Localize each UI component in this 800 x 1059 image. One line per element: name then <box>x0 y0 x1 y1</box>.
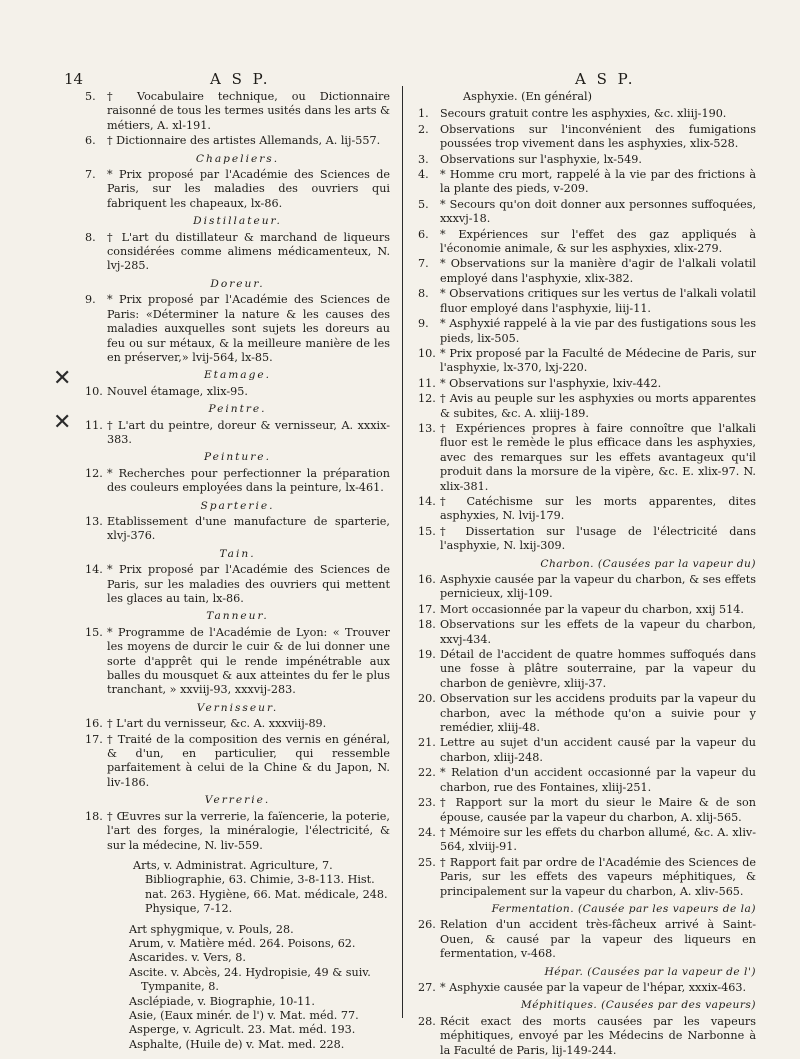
section-heading: Peintre. <box>208 403 267 416</box>
entry-number: 17. <box>418 602 436 616</box>
entry-number: 5. <box>418 197 429 211</box>
index-entry <box>418 573 756 602</box>
index-entry <box>418 287 756 316</box>
section-title: Asphyxie. (En général) <box>463 90 592 103</box>
index-entry <box>418 603 756 617</box>
subsection-heading: Hépar. (Causées par la vapeur de l') <box>544 965 756 978</box>
entry-number: 21. <box>418 736 436 750</box>
entry-text: Nouvel étamage, xlix-95. <box>107 384 248 398</box>
cross-reference: Arum, v. Matière méd. 264. Poisons, 62. <box>129 936 356 950</box>
index-entry <box>418 1015 756 1058</box>
entry-number: 7. <box>418 257 429 271</box>
entry-text: * Asphyxié rappelé à la vie par des fustigations sous les pieds, lix-505. <box>440 317 756 345</box>
index-entry <box>85 467 390 496</box>
entry-number: 12. <box>418 392 436 406</box>
entry-number: 6. <box>418 227 429 241</box>
index-entry <box>418 198 756 227</box>
entry-number: 2. <box>418 122 429 136</box>
section-heading: Sparterie. <box>200 499 275 512</box>
entry-text: * Observations critiques sur les vertus de l'alkali volatil fluor employé dans l'asphyxie, liij-11. <box>440 287 756 315</box>
index-entry <box>418 618 756 647</box>
entry-text: † Mémoire sur les effets du charbon allumé, &c. A. xliv-564, xlviij-91. <box>440 825 756 854</box>
entry-text: Récit exact des morts causées par les vapeurs méphitiques, envoyé par les Médecins de Narbonne à la Faculté de Paris, lij-149-244. <box>440 1014 756 1057</box>
cross-reference: Asclépiade, v. Biographie, 10-11. <box>129 994 315 1008</box>
index-entry <box>85 385 390 399</box>
index-entry <box>418 228 756 257</box>
entry-text: Relation d'un accident très-fâcheux arrivé à Saint-Ouen, & causé par la vapeur des liqueurs en fermentation, v-468. <box>440 918 756 961</box>
entry-number: 15. <box>418 524 436 538</box>
entry-number: 6. <box>85 134 96 148</box>
entry-number: 5. <box>85 90 96 103</box>
index-entry <box>85 733 390 791</box>
entry-number: 11. <box>85 418 103 432</box>
entry-number: 1. <box>418 107 429 121</box>
index-entry <box>418 107 756 121</box>
section-heading: Peinture. <box>204 451 271 464</box>
handwritten-x-mark: ✕ <box>53 366 72 391</box>
index-entry <box>85 626 390 698</box>
entry-text: Etablissement d'une manufacture de sparterie, xlvj-376. <box>107 514 390 543</box>
index-entry <box>85 515 390 544</box>
subsection-heading: Charbon. (Causées par la vapeur du) <box>540 557 756 570</box>
entry-number: 22. <box>418 766 436 780</box>
index-entry <box>418 766 756 795</box>
entry-text: † L'art du peintre, doreur & vernisseur, A. xxxix-383. <box>107 418 390 446</box>
index-entry <box>418 377 756 391</box>
entry-text: † Dissertation sur l'usage de l'électricité dans l'asphyxie, N. lxij-309. <box>440 524 756 553</box>
entry-number: 20. <box>418 692 436 706</box>
index-entry <box>85 717 390 731</box>
entry-number: 9. <box>418 317 429 331</box>
entry-text: † Œuvres sur la verrerie, la faïencerie, la poterie, l'art des forges, la minéralogie, l'électricité, & sur la médecine, N. liv-559. <box>107 809 390 852</box>
entry-text: Asphyxie causée par la vapeur du charbon, & ses effets pernicieux, xlij-109. <box>440 573 756 601</box>
entry-text: † Expériences propres à faire connoître que l'alkali fluor est le remède le plus efficace dans les asphyxies, avec des remarques sur les effets avantageux qu'il produit dans la morsure de la vipère, &c. E. xlix-97. N. xlix-381. <box>440 421 756 493</box>
entry-text: Secours gratuit contre les asphyxies, &c. xliij-190. <box>440 107 727 121</box>
cross-reference: Asie, (Eaux minér. de l') v. Mat. méd. 77. <box>129 1008 359 1022</box>
index-entry <box>418 736 756 765</box>
section-heading: Vernisseur. <box>196 701 279 714</box>
entry-number: 8. <box>85 230 96 244</box>
entry-text: Observations sur les effets de la vapeur du charbon, xxvj-434. <box>440 618 756 646</box>
entry-number: 16. <box>85 717 103 731</box>
entry-text: † Traité de la composition des vernis en général, & d'un, en particulier, qui ressemble parfaitement à celui de la Chine & du Japon, N. liv-186. <box>107 732 390 789</box>
index-entry <box>85 90 390 133</box>
index-entry <box>418 123 756 152</box>
entry-text: † Vocabulaire technique, ou Dictionnaire raisonné de tous les termes usités dans les arts & métiers, A. xl-191. <box>107 90 390 132</box>
section-heading: Verrerie. <box>204 794 271 807</box>
left-column <box>85 90 390 1052</box>
cross-reference: Asperge, v. Agricult. 23. Mat. méd. 193. <box>129 1023 356 1037</box>
entry-number: 10. <box>418 346 436 360</box>
running-head-left: A S P. <box>210 70 271 88</box>
cross-reference: Arts, v. Administrat. Agriculture, 7. Bibliographie, 63. Chimie, 3-8-113. Hist. nat. 263. Hygiène, 66. Mat. médicale, 248. Physique, 7-12. <box>133 858 388 916</box>
index-entry <box>418 796 756 825</box>
index-entry <box>418 826 756 855</box>
index-entry <box>418 317 756 346</box>
entry-text: † L'art du distillateur & marchand de liqueurs considérées comme alimens médicamenteux, N. lvj-285. <box>107 230 390 273</box>
index-entry <box>418 648 756 691</box>
entry-number: 27. <box>418 980 436 994</box>
index-entry <box>85 134 390 148</box>
index-entry <box>418 525 756 554</box>
entry-text: * Relation d'un accident occasionné par la vapeur du charbon, rue des Fontaines, xliij-251. <box>440 766 756 794</box>
entry-number: 13. <box>418 421 436 435</box>
entry-number: 9. <box>85 293 96 307</box>
index-entry <box>418 422 756 494</box>
entry-text: Détail de l'accident de quatre hommes suffoqués dans une fosse à plâtre souterraine, par la vapeur du charbon de genièvre, xliij-37. <box>440 648 756 690</box>
entry-text: Observations sur l'asphyxie, lx-549. <box>440 152 642 166</box>
entry-number: 24. <box>418 825 436 839</box>
index-entry <box>418 918 756 961</box>
index-entry <box>418 392 756 421</box>
cross-reference: Asphalte, (Huile de) v. Mat. med. 228. <box>129 1037 345 1051</box>
entry-text: * Recherches pour perfectionner la préparation des couleurs employées dans la peinture, lx-461. <box>107 466 390 495</box>
section-heading: Tanneur. <box>206 610 269 623</box>
index-entry <box>85 419 390 448</box>
entry-number: 14. <box>85 563 103 577</box>
entry-text: Observations sur l'inconvénient des fumigations poussées trop vivement dans les asphyxies, xlix-528. <box>440 122 756 151</box>
entry-text: Observation sur les accidens produits par la vapeur du charbon, avec la méthode qu'on a suivie pour y remédier, xliij-48. <box>440 692 756 735</box>
column-divider <box>402 86 403 1018</box>
cross-reference: Ascarides. v. Vers, 8. <box>129 951 246 965</box>
entry-text: * Expériences sur l'effet des gaz appliqués à l'économie animale, & sur les asphyxies, xlix-279. <box>440 227 756 256</box>
entry-text: * Prix proposé par l'Académie des Sciences de Paris, sur les maladies des ouvriers qui fabriquent les chapeaux, lx-86. <box>107 168 390 210</box>
entry-text: † Rapport fait par ordre de l'Académie des Sciences de Paris, sur les effets des vapeurs méphitiques, & principalement sur la vapeur du charbon, A. xliv-565. <box>440 855 756 898</box>
entry-text: † L'art du vernisseur, &c. A. xxxviij-89. <box>107 717 327 731</box>
entry-number: 8. <box>418 287 429 301</box>
entry-text: * Prix proposé par la Faculté de Médecine de Paris, sur l'asphyxie, lx-370, lxj-220. <box>440 346 756 375</box>
handwritten-x-mark: ✕ <box>53 410 72 435</box>
section-heading: Doreur. <box>210 277 265 290</box>
entry-number: 14. <box>418 494 436 508</box>
entry-number: 11. <box>418 376 436 390</box>
entry-text: * Prix proposé par l'Académie des Sciences de Paris, sur les maladies des ouvriers qui mettent les glaces au tain, lx-86. <box>107 563 390 605</box>
right-column <box>418 90 756 1059</box>
entry-number: 23. <box>418 796 436 810</box>
entry-text: Mort occasionnée par la vapeur du charbon, xxij 514. <box>440 602 744 616</box>
entry-text: * Secours qu'on doit donner aux personnes suffoquées, xxxvj-18. <box>440 197 756 226</box>
entry-text: Lettre au sujet d'un accident causé par la vapeur du charbon, xliij-248. <box>440 736 756 764</box>
index-entry <box>85 563 390 606</box>
entry-text: † Dictionnaire des artistes Allemands, A. lij-557. <box>107 134 381 148</box>
entry-number: 10. <box>85 384 103 398</box>
entry-number: 3. <box>418 152 429 166</box>
cross-references <box>85 923 390 1053</box>
index-entry <box>418 692 756 735</box>
entry-number: 7. <box>85 168 96 182</box>
entry-text: * Observations sur la manière d'agir de l'alkali volatil employé dans l'asphyxie, xlix-382. <box>440 257 756 285</box>
subsection-heading: Fermentation. (Causée par les vapeurs de la) <box>491 902 756 915</box>
entry-number: 25. <box>418 855 436 869</box>
entry-text: * Programme de l'Académie de Lyon: « Trouver les moyens de durcir le cuir & de lui donner une sorte d'apprêt qui le rende impénétrable aux balles du mousquet & aux atteintes du fer le plus tranchant, » xxviij-93, xxxvij-283. <box>107 625 390 697</box>
entry-text: † Avis au peuple sur les asphyxies ou morts apparentes & subites, &c. A. xliij-189. <box>440 392 756 420</box>
cross-reference: Art sphygmique, v. Pouls, 28. <box>129 922 294 936</box>
entry-text: * Asphyxie causée par la vapeur de l'hépar, xxxix-463. <box>440 980 747 994</box>
section-heading: Tain. <box>219 547 256 560</box>
cross-reference: Ascite. v. Abcès, 24. Hydropisie, 49 & suiv. Tympanite, 8. <box>129 965 371 994</box>
entry-text: * Prix proposé par l'Académie des Sciences de Paris: «Déterminer la nature & les causes des maladies auxquelles sont sujets les doreurs au feu ou sur métaux, & la meilleure manière de les en préserver,» lvij-564, lx-85. <box>107 293 390 364</box>
section-heading: Chapeliers. <box>195 152 280 165</box>
entry-text: † Catéchisme sur les morts apparentes, dites asphyxies, N. lvij-179. <box>440 494 756 523</box>
subsection-heading: Méphitiques. (Causées par des vapeurs) <box>520 999 756 1012</box>
entry-number: 28. <box>418 1014 436 1028</box>
entry-text: * Homme cru mort, rappelé à la vie par des frictions à la plante des pieds, v-209. <box>440 168 756 196</box>
index-entry <box>418 856 756 899</box>
running-head-right: A S P. <box>575 70 636 88</box>
entry-number: 18. <box>418 618 436 632</box>
entry-text: † Rapport sur la mort du sieur le Maire & de son épouse, causée par la vapeur du charbon, A. xlij-565. <box>440 796 756 824</box>
index-entry <box>418 153 756 167</box>
index-entry <box>85 293 390 365</box>
cross-references <box>85 859 390 917</box>
index-entry <box>85 168 390 211</box>
entry-number: 12. <box>85 466 103 480</box>
entry-number: 13. <box>85 514 103 528</box>
entry-number: 17. <box>85 732 103 746</box>
entry-text: * Observations sur l'asphyxie, lxiv-442. <box>440 376 662 390</box>
index-entry <box>418 981 756 995</box>
index-entry <box>418 347 756 376</box>
index-entry <box>418 495 756 524</box>
index-entry <box>85 231 390 274</box>
index-entry <box>85 810 390 853</box>
entry-number: 26. <box>418 918 436 932</box>
page-number: 14 <box>64 70 84 88</box>
entry-number: 4. <box>418 168 429 182</box>
section-heading: Distillateur. <box>193 215 282 228</box>
entry-number: 18. <box>85 809 103 823</box>
entry-number: 19. <box>418 648 436 662</box>
index-entry <box>418 168 756 197</box>
entry-number: 15. <box>85 625 103 639</box>
index-entry <box>418 257 756 286</box>
entry-number: 16. <box>418 573 436 586</box>
section-heading: Etamage. <box>203 369 272 382</box>
